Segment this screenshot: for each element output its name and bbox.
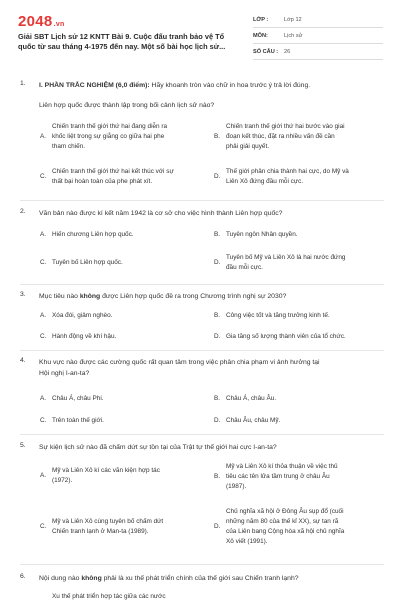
meta-subject: MÔN: Lịch sử [253,28,383,44]
q1-option-b[interactable]: B. Chiến tranh thế giới thứ hai bước vào giai đoạn kết thúc, đặt ra nhiều vấn đề cần phải giải quyết. [214,123,345,150]
divider [20,434,384,435]
q5-option-a[interactable]: A. Mỹ và Liên Xô kí các văn kiện hợp tác (1972). [40,467,160,484]
q2-option-d[interactable]: D. Tuyên bố Mỹ và Liên Xô là hai nước đứng đầu mỗi cực. [214,254,346,271]
meta-grade: LỚP : Lớp 12 [253,12,383,28]
q1-option-a[interactable]: A. Chiến tranh thế giới thứ hai đang diễn ra khốc liệt trong sự giằng co giữa hai phe tham chiến. [40,123,168,150]
q5-option-b[interactable]: B. Mỹ và Liên Xô kí thỏa thuận về việc thủ tiêu các tên lửa tầm trung ở châu Âu (1987). [214,463,338,490]
divider [20,284,384,285]
q1-option-d[interactable]: D. Thế giới phân chia thành hai cực, do Mỹ và Liên Xô đứng đầu mỗi cực. [214,168,349,185]
divider [20,200,384,201]
section-heading: I. PHẦN TRẮC NGHIỆM (6,0 điểm): [39,82,150,89]
divider [20,350,384,351]
q5-option-d[interactable]: D. Chủ nghĩa xã hội ở Đông Âu sụp đổ (cuối những năm 80 của thế kỉ XX), sự tan rã của Liên bang Cộng hòa xã hội chủ nghĩa Xô viết (1991). [214,508,345,545]
document-meta [253,12,383,60]
document-header [0,0,400,62]
divider [20,564,384,565]
meta-question-count: SỐ CÂU : 26 [253,44,383,60]
site-logo[interactable]: 2048.vn [18,13,65,30]
document-title: Giải SBT Lịch sử 12 KNTT Bài 9. Cuộc đấu tranh bảo vệ Tổ quốc từ sau tháng 4-1975 đến nay. Một số bài học lịch sử... [18,32,226,52]
q1-option-c[interactable]: C. Chiến tranh thế giới thứ hai kết thúc với sự thất bại hoàn toàn của phe phát xít. [40,168,174,185]
q5-option-c[interactable]: C. Mỹ và Liên Xô cùng tuyên bố chấm dứt Chiến tranh lạnh ở Man-ta (1989). [40,518,164,535]
